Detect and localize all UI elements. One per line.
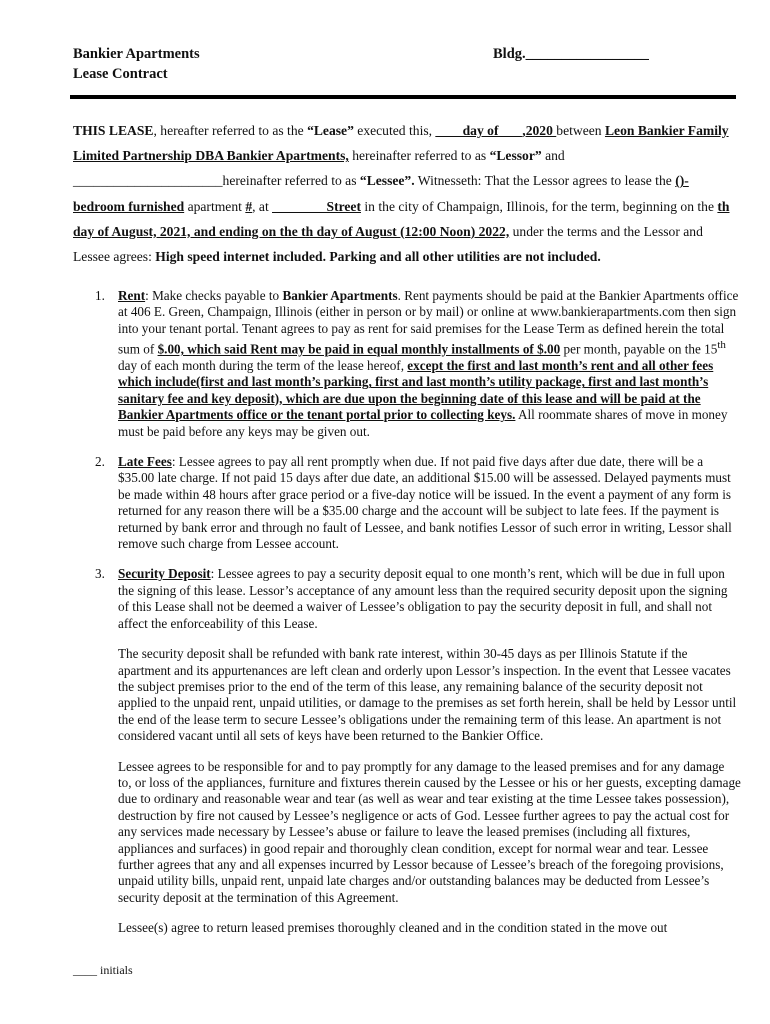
lease-intro-paragraph [73,118,738,269]
clause-text: All roommate shares of move in money must be paid before any keys may be given out. [118,407,728,439]
lessee-term-label: “Lessee”. [359,173,415,189]
document-header-title [73,44,200,84]
building-field: Bldg._________________ [493,46,649,62]
initials-field: ____ initials [73,963,133,977]
execution-date-field: ____day of ___,2020 [435,123,557,138]
clause-title: Rent [118,288,146,303]
apartment-number-field: # [245,198,253,214]
street-field: ________Street [272,198,361,214]
intro-lead: THIS LEASE [73,123,154,138]
move-in-fees-note: except the first and last month’s rent and all other fees which include(first and last month’s parking, first and last month’s utility package, first and last month’s sanitary fee and key deposit), which are due upon the beginning date of this lease and will be paid at the Bankier Apartments office or the tenant portal prior to collecting keys. [118,358,714,423]
clause-number: 1. [95,288,105,303]
clause-text: : Make checks payable to [145,288,283,303]
clause-number: 2. [95,454,105,470]
intro-text: , hereafter referred to as the [153,123,308,138]
document-type: Lease Contract [73,66,168,82]
clause-text: . Rent payments should be paid at the Bankier Apartments office at 406 E. Green, Champaign, Illinois (either in person or by mail) or online at www.bankierapartments.com then sign into your tenant portal. Tenant agrees to pay as rent for said premises for the Lease Term as defined herein the total sum of [118,288,739,357]
intro-text: under the terms and the Lessor and Lessee agrees: [73,223,703,265]
intro-text: in the city of Champaign, Illinois, for the term, beginning on the [361,198,718,214]
intro-text: Witnesseth: That the Lessor agrees to lease the [414,173,676,189]
lessor-name: Leon Bankier Family Limited Partnership DBA Bankier Apartments, [73,123,729,164]
clause-text: : Lessee agrees to pay a security deposit equal to one month’s rent, which will be due in full upon the signing of this lease. Lessor’s acceptance of any amount less than the required security deposit upon the signing of this Lease shall not be deemed a waiver of Lessee’s obligation to pay the security deposit in full, and shall not affect the enforceability of this Lease. [118,566,728,631]
clause-security-deposit [73,566,741,936]
apartment-type-field: ()-bedroom furnished [73,173,689,214]
lease-term-dates: th day of August, 2021, and ending on the th day of August (12:00 Noon) 2022, [73,198,730,239]
rent-amount: $.00, which said Rent may be paid in equal monthly installments of $.00 [157,341,561,357]
clause-number: 3. [95,566,105,582]
clause-text: : Lessee agrees to pay all rent promptly when due. If not paid five days after due date, there will be a $35.00 late charge. If not paid 15 days after due date, an additional $15.00 will be assessed. Delayed payments must be made within 48 hours after grace period or a five-day notice will be issued. In the event a payment of any form is returned for any reason there will be a $35.00 charge and the account will be subject to late fees. If the payment is returned by bank error and through no fault of Lessee, and bank notifies Lessor of such error in writing, Lessor shall remove such charge from Lessee account. [118,454,732,552]
payee-name: Bankier Apartments [282,288,398,303]
lease-term-label: “Lease” [307,123,354,138]
security-refund-paragraph: The security deposit shall be refunded with bank rate interest, within 30-45 days as per Illinois Statute if the apartment and its appurtenances are left clean and orderly upon Lessor’s inspection. In the event that Lessee vacates the subject premises prior to the end of the term of this lease, any remaining balance of the security deposit not applied to the unpaid rent, unpaid utilities, or damage to the premises as set forth herein, shall be held by Lessor until the end of the lease term to secure Lessee’s obligations under the remaining term of this lease. An apartment is not considered vacant until all sets of keys have been returned to the Bankier Office. [118,646,737,744]
ordinal-suffix: th [717,339,726,352]
clause-text: day of each month during the term of the lease hereof, [118,358,408,374]
damage-responsibility-paragraph: Lessee agrees to be responsible for and to pay promptly for any damage to the leased premises and for any damage to, or loss of the appliances, furniture and fixtures therein caused by the Lessee or his or her guests, excepting damage due to ordinary and reasonable wear and tear (as well as wear and tear existing at the time Lessee takes possession), destruction by fire not caused by Lessee’s negligence or acts of God. Lessee further agrees to pay the actual cost for any services made necessary by Lessee’s abuse or failure to leave the leased premises (including all fixtures, appliances and surfaces) in good repair and thoroughly clean condition, except for normal wear and tear. Lessee further agrees that any and all expenses incurred by Lessor because of Lessee’s breach of the foregoing provisions, unpaid utility bills, unpaid rent, unpaid late charges and/or outstanding balances may be deducted from Lessee’s security deposit at the termination of this Agreement. [118,758,741,905]
clause-text: per month, payable on the 15 [560,341,718,357]
header-divider [70,95,736,99]
clause-title: Security Deposit [118,566,211,582]
lessor-term-label: “Lessor” [489,148,542,164]
clause-title: Late Fees [118,454,172,470]
company-name: Bankier Apartments [73,46,200,62]
clause-rent [73,288,741,440]
utilities-note: High speed internet included. Parking and all other utilities are not included. [155,249,601,265]
intro-text: hereinafter referred to as [348,148,490,164]
intro-text: between [556,123,605,138]
lease-clauses-list [73,288,741,951]
intro-text: executed this, [353,123,436,138]
intro-text: apartment [184,198,246,214]
intro-text: , at [252,198,273,214]
clause-late-fees [73,454,741,552]
lessee-name-field: and ______________________hereinafter referred to as [73,148,565,189]
move-out-paragraph: Lessee(s) agree to return leased premises thoroughly cleaned and in the condition stated in the move out [118,920,668,936]
